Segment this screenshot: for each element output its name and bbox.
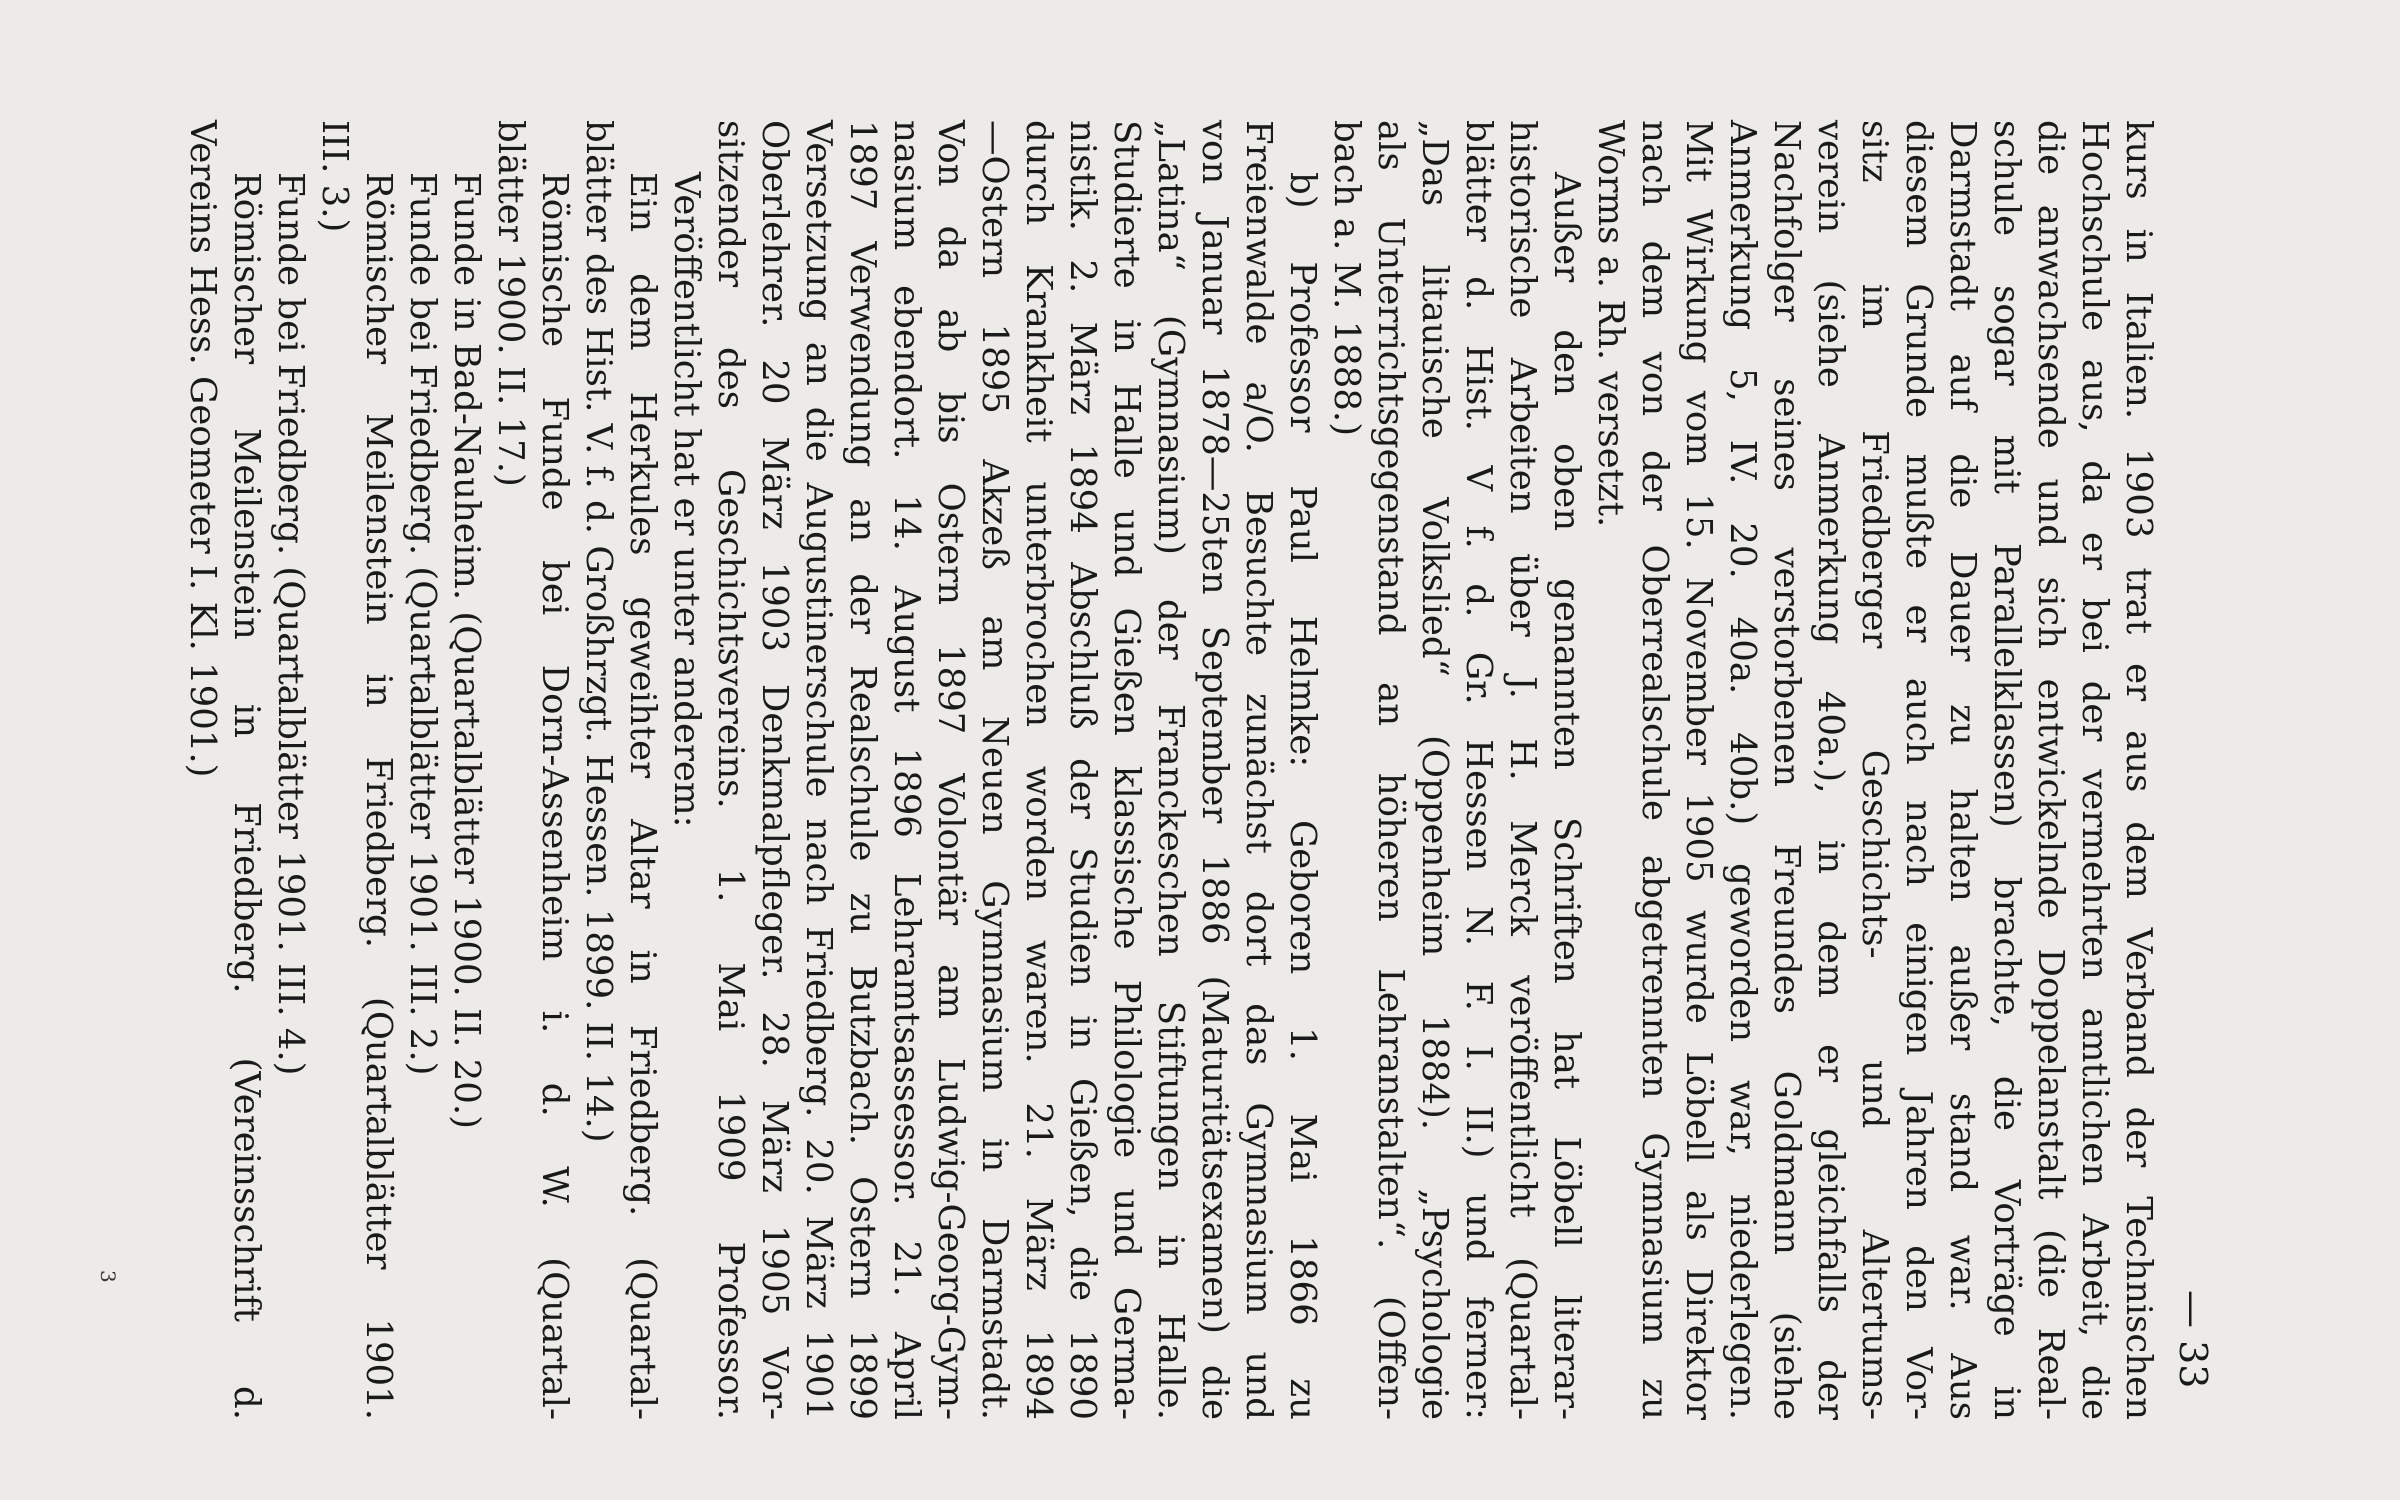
text-line: blätter des Hist. V. f. d. Großhrzgt. Hessen. 1899. II. 14.): [578, 120, 619, 1143]
text-line: kurs in Italien. 1903 trat er aus dem Verband der Technischen: [2118, 120, 2159, 1420]
text-line: Worms a. Rh. versetzt.: [1590, 120, 1631, 528]
publication-line: Funde in Bad-Nauheim. (Quartalblätter 1900. II. 20.): [446, 172, 487, 1130]
text-line: Anmerkung 5, IV. 20. 40a. 40b.) geworden war, niederlegen.: [1722, 120, 1763, 1420]
text-line: 1897 Verwendung an der Realschule zu Butzbach. Ostern 1899: [842, 120, 883, 1420]
text-line: Studierte in Halle und Gießen klassische Philologie und Germa-: [1106, 120, 1147, 1420]
text-line: bach a. M. 1888.): [1326, 120, 1367, 437]
publication-line: Römischer Meilenstein in Friedberg. (Vereinsschrift d.: [226, 172, 267, 1420]
text-line: Nachfolger seines verstorbenen Freundes Goldmann (siehe: [1766, 120, 1807, 1420]
text-line: Oberlehrer. 20 März 1903 Denkmalpfleger. 28. März 1905 Vor-: [754, 120, 795, 1420]
publication-line: Funde bei Friedberg. (Quartalblätter 1901. III. 4.): [270, 172, 311, 1076]
text-line: diesem Grunde mußte er auch nach einigen Jahren den Vor-: [1898, 120, 1939, 1420]
text-line: sitz im Friedberger Geschichts- und Altertums-: [1854, 120, 1895, 1420]
text-line: nistik. 2. März 1894 Abschluß der Studien in Gießen, die 1890: [1062, 120, 1103, 1420]
text-line: historische Arbeiten über J. H. Merck veröffentlicht (Quartal-: [1502, 120, 1543, 1420]
text-line: verein (siehe Anmerkung 40a.), in dem er gleichfalls der: [1810, 120, 1851, 1420]
text-line: Von da ab bis Ostern 1897 Volontär am Ludwig-Georg-Gym-: [930, 120, 971, 1420]
publication-line: Römischer Meilenstein in Friedberg. (Quartalblätter 1901.: [358, 172, 399, 1420]
section-heading-line: b) Professor Paul Helmke: Geboren 1. Mai 1866 zu: [1282, 172, 1323, 1420]
text-line: als Unterrichtsgegenstand an höheren Lehranstalten“. (Offen-: [1370, 120, 1411, 1420]
text-line: Darmstadt auf die Dauer zu halten außer stand war. Aus: [1942, 120, 1983, 1420]
text-line: durch Krankheit unterbrochen worden waren. 21. März 1894: [1018, 120, 1059, 1420]
body-text: [180, 120, 2160, 1420]
text-line: blätter d. Hist. V f. d. Gr. Hessen N. F. I. II.) und ferner:: [1458, 120, 1499, 1420]
page-number: — 33: [2171, 1290, 2215, 1389]
text-line: nasium ebendort. 14. August 1896 Lehramtsassessor. 21. April: [886, 120, 927, 1420]
text-line: Hochschule aus, da er bei der vermehrten amtlichen Arbeit, die: [2074, 120, 2115, 1420]
text-line: „Das litauische Volkslied“ (Oppenheim 1884). „Psychologie: [1414, 120, 1455, 1420]
text-line: Veröffentlicht hat er unter anderem:: [666, 172, 707, 828]
text-line: sitzender des Geschichtsvereins. 1. Mai 1909 Professor.: [710, 120, 751, 1420]
text-line: —Ostern 1895 Akzeß am Neuen Gymnasium in Darmstadt.: [974, 120, 1015, 1420]
text-line: „Latina“ (Gymnasium) der Franckeschen Stiftungen in Halle.: [1150, 120, 1191, 1420]
text-line: die anwachsende und sich entwickelnde Doppelanstalt (die Real-: [2030, 120, 2071, 1420]
text-line: nach dem von der Oberrealschule abgetrennten Gymnasium zu: [1634, 120, 1675, 1420]
text-line: III. 3.): [314, 120, 355, 233]
text-line: Versetzung an die Augustinerschule nach Friedberg. 20. März 1901: [798, 120, 839, 1420]
text-line: Freienwalde a/O. Besuchte zunächst dort das Gymnasium und: [1238, 120, 1279, 1420]
signature-mark: 3: [96, 1270, 120, 1283]
text-line: Mit Wirkung vom 15. November 1905 wurde Löbell als Direktor: [1678, 120, 1719, 1420]
text-line: Außer den oben genannten Schriften hat Löbell literar-: [1546, 172, 1587, 1420]
publication-line: Römische Funde bei Dorn-Assenheim i. d. W. (Quartal-: [534, 172, 575, 1420]
text-line: blätter 1900. II. 17.): [490, 120, 531, 487]
text-line: von Januar 1878—25ten September 1886 (Maturitätsexamen) die: [1194, 120, 1235, 1420]
text-line: Vereins Hess. Geometer I. Kl. 1901.): [182, 120, 223, 778]
publication-line: Ein dem Herkules geweihter Altar in Friedberg. (Quartal-: [622, 172, 663, 1420]
publication-line: Funde bei Friedberg. (Quartalblätter 1901. III. 2.): [402, 172, 443, 1076]
text-line: schule sogar mit Parallelklassen) brachte, die Vorträge in: [1986, 120, 2027, 1420]
